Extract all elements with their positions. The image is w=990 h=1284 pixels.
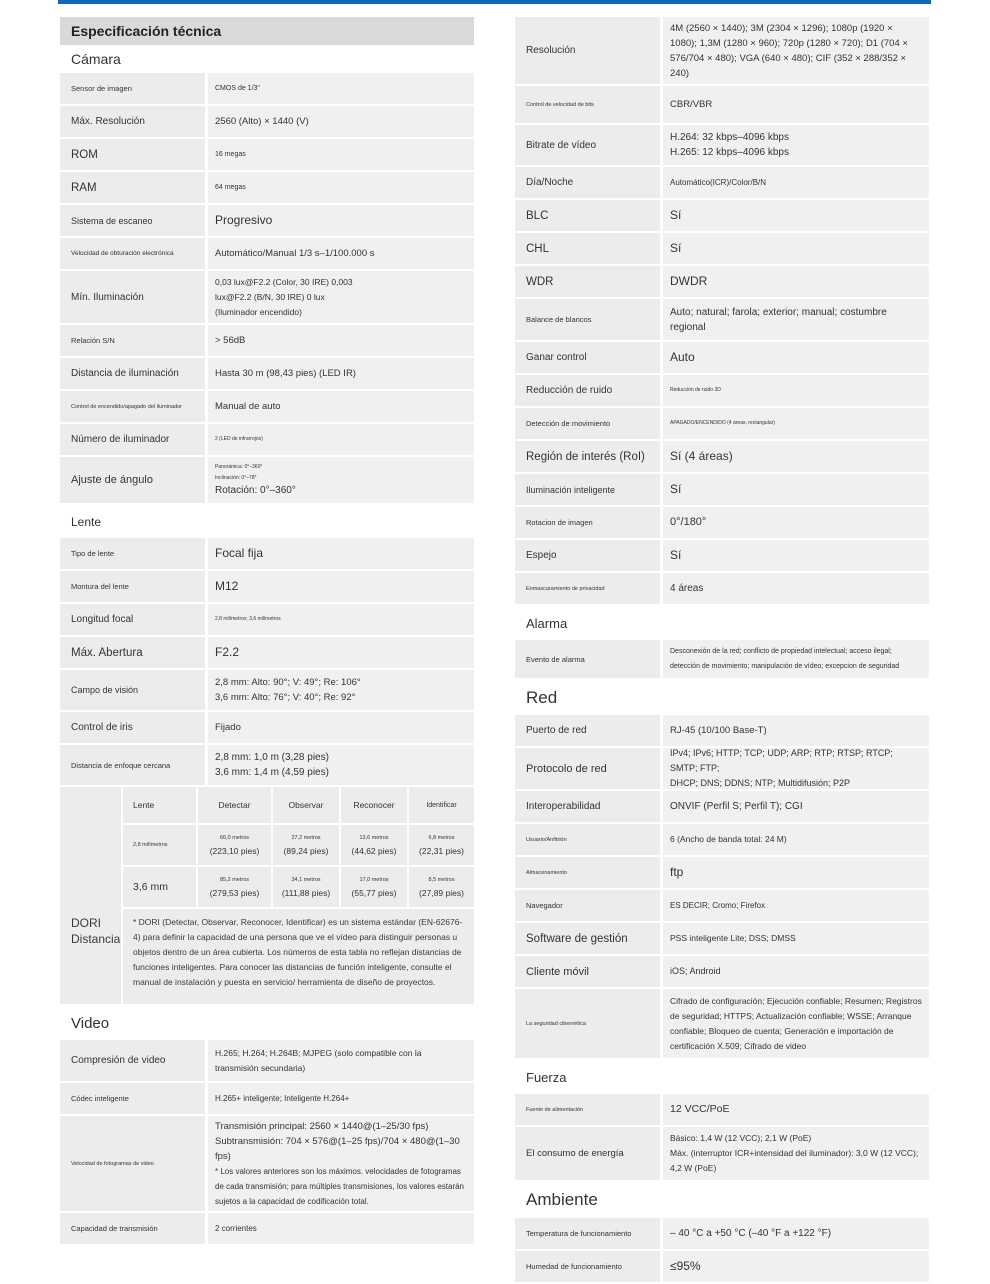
spec-value: ONVIF (Perfil S; Perfil T); CGI — [663, 791, 929, 822]
spec-row — [515, 989, 929, 1058]
spec-value: > 56dB — [208, 325, 474, 356]
spec-value: 2 (LED de infrarrojos) — [208, 424, 474, 455]
spec-value-line: Rotación: 0°–360° — [215, 485, 296, 496]
spec-value: F2.2 — [208, 637, 474, 668]
dori-meters: 17,0 metros — [359, 876, 389, 883]
spec-value: PSS inteligente Lite; DSS; DMSS — [663, 923, 929, 954]
dori-meters: 27,2 metros — [291, 834, 321, 841]
dori-table — [60, 787, 474, 1004]
spec-row — [60, 271, 474, 323]
spec-value: Auto; natural; farola; exterior; manual; costumbre regional — [663, 299, 929, 340]
spec-row — [60, 139, 474, 170]
dori-feet: (279,53 pies) — [209, 887, 260, 898]
spec-label: Códec inteligente — [60, 1083, 205, 1114]
spec-label: Navegador — [515, 890, 660, 921]
spec-label: Sensor de imagen — [60, 73, 205, 104]
spec-label: Humedad de funcionamiento — [515, 1251, 660, 1282]
spec-label: Compresión de video — [60, 1040, 205, 1081]
dori-feet: (111,88 pies) — [281, 887, 331, 898]
spec-row — [515, 233, 929, 264]
dori-cell — [273, 867, 339, 907]
spec-row — [515, 441, 929, 472]
spec-value: Cifrado de configuración; Ejecución confiable; Resumen; Registros de seguridad; HTTPS; Actualización confiable; WSSE; Arranque confiable; Bloqueo de cuenta; Generación e importación de certificación X.509; Cifrado de video — [663, 989, 929, 1058]
spec-label: Bitrate de vídeo — [515, 125, 660, 165]
spec-value: Manual de auto — [208, 391, 474, 422]
spec-value: Reducción de ruido 3D — [663, 375, 929, 406]
spec-value: Sí — [663, 200, 929, 231]
spec-value-line: * Los valores anteriores son los máximos. velocidades de fotogramas de cada transmisión; para múltiples transmisiones, los valores estarán sujetos a la capacidad de codificación total. — [215, 1166, 465, 1206]
spec-label: Velocidad de fotogramas de video — [60, 1116, 205, 1211]
left-column — [60, 17, 474, 1246]
spec-row — [60, 205, 474, 236]
spec-label: Reducción de ruido — [515, 375, 660, 406]
spec-label: Espejo — [515, 540, 660, 571]
spec-label: Cliente móvil — [515, 956, 660, 987]
spec-row — [60, 391, 474, 422]
spec-label: Control de iris — [60, 712, 205, 743]
spec-value: Sí — [663, 540, 929, 571]
spec-row — [60, 571, 474, 602]
spec-label: Sistema de escaneo — [60, 205, 205, 236]
spec-row — [515, 540, 929, 571]
spec-value: iOS; Android — [663, 956, 929, 987]
dori-meters: 8,5 metros — [428, 876, 455, 883]
spec-value: DWDR — [663, 266, 929, 297]
spec-value: Automático(ICR)/Color/B/N — [663, 167, 929, 198]
spec-label: WDR — [515, 266, 660, 297]
dori-cell — [198, 825, 271, 865]
spec-row — [515, 573, 929, 604]
spec-row — [515, 86, 929, 123]
section-video: Video — [71, 1014, 110, 1032]
spec-row — [515, 375, 929, 406]
dori-label: DORI Distancia — [60, 787, 121, 1004]
spec-label: Control de velocidad de bits — [515, 86, 660, 123]
spec-value: 12 VCC/PoE — [663, 1094, 929, 1125]
spec-value: Focal fija — [208, 538, 474, 569]
spec-row — [515, 342, 929, 373]
spec-value: 6 (Ancho de banda total: 24 M) — [663, 824, 929, 855]
spec-label: Protocolo de red — [515, 748, 660, 789]
dori-cell — [341, 825, 407, 865]
dori-header: Detectar — [198, 787, 271, 823]
spec-label: Capacidad de transmisión — [60, 1213, 205, 1244]
dori-feet: (223,10 pies) — [209, 845, 260, 856]
spec-value: RJ-45 (10/100 Base-T) — [663, 715, 929, 746]
dori-feet: (55,77 pies) — [351, 887, 397, 898]
spec-label: Distancia de enfoque cercana — [60, 745, 205, 785]
spec-label: Software de gestión — [515, 923, 660, 954]
dori-grid — [123, 787, 474, 907]
spec-label: Relación S/N — [60, 325, 205, 356]
spec-value: Progresivo — [208, 205, 474, 236]
spec-value-line: Subtransmisión: 704 × 576@(1–25 fps)/704 × 480@(1–30 fps) — [215, 1135, 460, 1162]
spec-row — [515, 923, 929, 954]
dori-header: Reconocer — [341, 787, 407, 823]
spec-label: Montura del lente — [60, 571, 205, 602]
dori-lens: 2,8 milímetros — [123, 825, 196, 865]
spec-row — [515, 167, 929, 198]
spec-row — [515, 1251, 929, 1282]
dori-cell — [341, 867, 407, 907]
spec-value: Básico: 1,4 W (12 VCC); 2,1 W (PoE) Máx. (interruptor ICR+intensidad del iluminador): 3,0 W (12 VCC); 4,2 W (PoE) — [663, 1127, 929, 1180]
dori-cell — [273, 825, 339, 865]
spec-label: Mín. Iluminación — [60, 271, 205, 323]
spec-row — [515, 125, 929, 165]
spec-row — [60, 538, 474, 569]
spec-label: Distancia de iluminación — [60, 358, 205, 389]
spec-label: Ajuste de ángulo — [60, 457, 205, 503]
spec-row — [515, 715, 929, 746]
spec-value: 16 megas — [208, 139, 474, 170]
spec-label: Fuente de alimentación — [515, 1094, 660, 1125]
spec-row — [515, 1127, 929, 1180]
dori-header: Identificar — [409, 787, 474, 823]
spec-value: Auto — [663, 342, 929, 373]
dori-feet: (27,89 pies) — [419, 887, 464, 898]
spec-row — [60, 172, 474, 203]
spec-label: RAM — [60, 172, 205, 203]
spec-row — [515, 17, 929, 84]
spec-value: 2,8 mm: Alto: 90°; V: 49°; Re: 106° 3,6 mm: Alto: 76°; V: 40°; Re: 92° — [208, 670, 474, 710]
spec-value-line: Panorámica: 0°–360° — [215, 464, 263, 470]
spec-value: Sí (4 áreas) — [663, 441, 929, 472]
spec-row — [515, 299, 929, 340]
spec-label: Rotacion de imagen — [515, 507, 660, 538]
spec-label: La seguridad cibernética — [515, 989, 660, 1058]
spec-label: Puerto de red — [515, 715, 660, 746]
spec-row — [60, 1213, 474, 1244]
spec-row — [60, 238, 474, 269]
section-alarma: Alarma — [526, 615, 568, 631]
spec-row — [60, 745, 474, 785]
dori-meters: 85,2 metros — [219, 876, 250, 883]
spec-value — [208, 457, 474, 503]
spec-label: Balance de blancos — [515, 299, 660, 340]
dori-meters: 34,1 metros — [291, 876, 321, 883]
spec-label: El consumo de energía — [515, 1127, 660, 1180]
spec-label: Ganar control — [515, 342, 660, 373]
spec-value: APAGADO/ENCENDIDO (4 áreas, rectangular) — [663, 408, 929, 439]
spec-value: Sí — [663, 233, 929, 264]
dori-note: * DORI (Detectar, Observar, Reconocer, Identificar) es un sistema estándar (EN-62676-4) para definir la capacidad de una persona que ve el vídeo para distinguir personas u objetos dentro de un área cubierta. Los números de esta tabla no reflejan distancias de funciones inteligentes. Para conocer las distancias de función inteligente, consulte el manual de instalación y puesta en servicio/ herramienta de diseño de proyectos. — [123, 909, 474, 1004]
spec-value: 0°/180° — [663, 507, 929, 538]
top-accent-bar — [58, 0, 931, 4]
page-title: Especificación técnica — [60, 17, 474, 45]
dori-header: Lente — [123, 787, 196, 823]
spec-row — [60, 325, 474, 356]
spec-label: Interoperabilidad — [515, 791, 660, 822]
spec-row — [60, 670, 474, 710]
spec-value: Fijado — [208, 712, 474, 743]
section-red: Red — [526, 687, 558, 707]
spec-value: H.265+ inteligente; Inteligente H.264+ — [208, 1083, 474, 1114]
spec-value-line: Inclinación: 0°–78° — [215, 475, 257, 481]
spec-value: Automático/Manual 1/3 s–1/100.000 s — [208, 238, 474, 269]
section-camara: Cámara — [71, 51, 121, 67]
spec-label: Usuario/Anfitrión — [515, 824, 660, 855]
section-fuerza: Fuerza — [526, 1069, 567, 1085]
spec-row — [515, 1218, 929, 1249]
spec-row — [515, 640, 929, 678]
spec-label: CHL — [515, 233, 660, 264]
spec-label: Enmascaramiento de privacidad — [515, 573, 660, 604]
spec-label: Velocidad de obturación electrónica — [60, 238, 205, 269]
spec-value: IPv4; IPv6; HTTP; TCP; UDP; ARP; RTP; RTSP; RTCP; SMTP; FTP; DHCP; DNS; DDNS; NTP; Multidifusión; P2P — [663, 748, 929, 789]
spec-row — [515, 791, 929, 822]
spec-value: ES DECIR; Cromo; Firefox — [663, 890, 929, 921]
spec-value: 0,03 lux@F2.2 (Color, 30 IRE) 0,003 lux@F2.2 (B/N, 30 IRE) 0 lux (Iluminador encendido) — [208, 271, 474, 323]
spec-row — [60, 712, 474, 743]
spec-value: 4 áreas — [663, 573, 929, 604]
spec-row — [515, 857, 929, 888]
spec-row — [60, 106, 474, 137]
spec-value: H.265; H.264; H.264B; MJPEG (solo compatible con la transmisión secundaria) — [208, 1040, 474, 1081]
spec-label: ROM — [60, 139, 205, 170]
dori-feet: (44,62 pies) — [351, 845, 397, 856]
right-column — [515, 17, 929, 1284]
spec-value: 2,8 milímetros; 3,6 milímetros — [208, 604, 474, 635]
spec-value: 2,8 mm: 1,0 m (3,28 pies) 3,6 mm: 1,4 m (4,59 pies) — [208, 745, 474, 785]
spec-row — [515, 748, 929, 789]
spec-value: CMOS de 1/3" — [208, 73, 474, 104]
spec-row — [515, 890, 929, 921]
spec-label: BLC — [515, 200, 660, 231]
dori-content — [123, 787, 474, 1004]
spec-label: Almacenamiento — [515, 857, 660, 888]
spec-row — [515, 824, 929, 855]
dori-feet: (22,31 pies) — [419, 845, 464, 856]
spec-value: 4M (2560 × 1440); 3M (2304 × 1296); 1080p (1920 × 1080); 1,3M (1280 × 960); 720p (1280 × 720); D1 (704 × 576/704 × 480); VGA (640 × 480); CIF (352 × 288/352 × 240) — [663, 17, 929, 84]
dori-cell — [409, 825, 474, 865]
section-lente: Lente — [71, 514, 102, 529]
spec-value: – 40 °C a +50 °C (–40 °F a +122 °F) — [663, 1218, 929, 1249]
dori-cell — [198, 867, 271, 907]
spec-row — [515, 507, 929, 538]
spec-row — [60, 637, 474, 668]
spec-row — [515, 266, 929, 297]
spec-label: Máx. Abertura — [60, 637, 205, 668]
spec-value: 2 corrientes — [208, 1213, 474, 1244]
spec-value: M12 — [208, 571, 474, 602]
spec-row — [60, 424, 474, 455]
spec-label: Día/Noche — [515, 167, 660, 198]
spec-label: Máx. Resolución — [60, 106, 205, 137]
spec-row — [515, 956, 929, 987]
spec-value: ≤95% — [663, 1251, 929, 1282]
section-ambiente: Ambiente — [526, 1190, 598, 1209]
spec-value: Desconexión de la red; conflicto de propiedad intelectual; acceso ilegal; detección de movimiento; manipulación de vídeo; excepcion de seguridad — [663, 640, 929, 678]
spec-label: Detección de movimiento — [515, 408, 660, 439]
spec-row — [60, 1083, 474, 1114]
spec-value: Sí — [663, 474, 929, 505]
spec-row — [60, 1040, 474, 1081]
spec-row — [515, 474, 929, 505]
dori-meters: 6,8 metros — [428, 834, 455, 841]
spec-row — [60, 73, 474, 104]
spec-label: Tipo de lente — [60, 538, 205, 569]
spec-label: Resolución — [515, 17, 660, 84]
dori-meters: 13,6 metros — [359, 834, 389, 841]
spec-label: Campo de visión — [60, 670, 205, 710]
spec-label: Región de interés (RoI) — [515, 441, 660, 472]
spec-value: Hasta 30 m (98,43 pies) (LED IR) — [208, 358, 474, 389]
spec-value: 2560 (Alto) × 1440 (V) — [208, 106, 474, 137]
spec-row — [60, 1116, 474, 1211]
spec-label: Iluminación inteligente — [515, 474, 660, 505]
dori-meters: 66,0 metros — [219, 834, 250, 841]
spec-row — [515, 408, 929, 439]
spec-value-line: Transmisión principal: 2560 × 1440@(1–25/30 fps) — [215, 1120, 429, 1132]
spec-value — [208, 1116, 474, 1211]
spec-value: CBR/VBR — [663, 86, 929, 123]
spec-row — [515, 200, 929, 231]
spec-label: Número de iluminador — [60, 424, 205, 455]
dori-header: Observar — [273, 787, 339, 823]
spec-label: Temperatura de funcionamiento — [515, 1218, 660, 1249]
spec-row — [60, 604, 474, 635]
spec-value: H.264: 32 kbps–4096 kbps H.265: 12 kbps–4096 kbps — [663, 125, 929, 165]
dori-lens: 3,6 mm — [123, 867, 196, 907]
spec-label: Control de encendido/apagado del iluminador — [60, 391, 205, 422]
spec-label: Longitud focal — [60, 604, 205, 635]
spec-row — [515, 1094, 929, 1125]
spec-label: Evento de alarma — [515, 640, 660, 678]
spec-row — [60, 358, 474, 389]
spec-row — [60, 457, 474, 503]
dori-cell — [409, 867, 474, 907]
spec-value: 64 megas — [208, 172, 474, 203]
spec-value: ftp — [663, 857, 929, 888]
dori-feet: (89,24 pies) — [283, 845, 329, 856]
